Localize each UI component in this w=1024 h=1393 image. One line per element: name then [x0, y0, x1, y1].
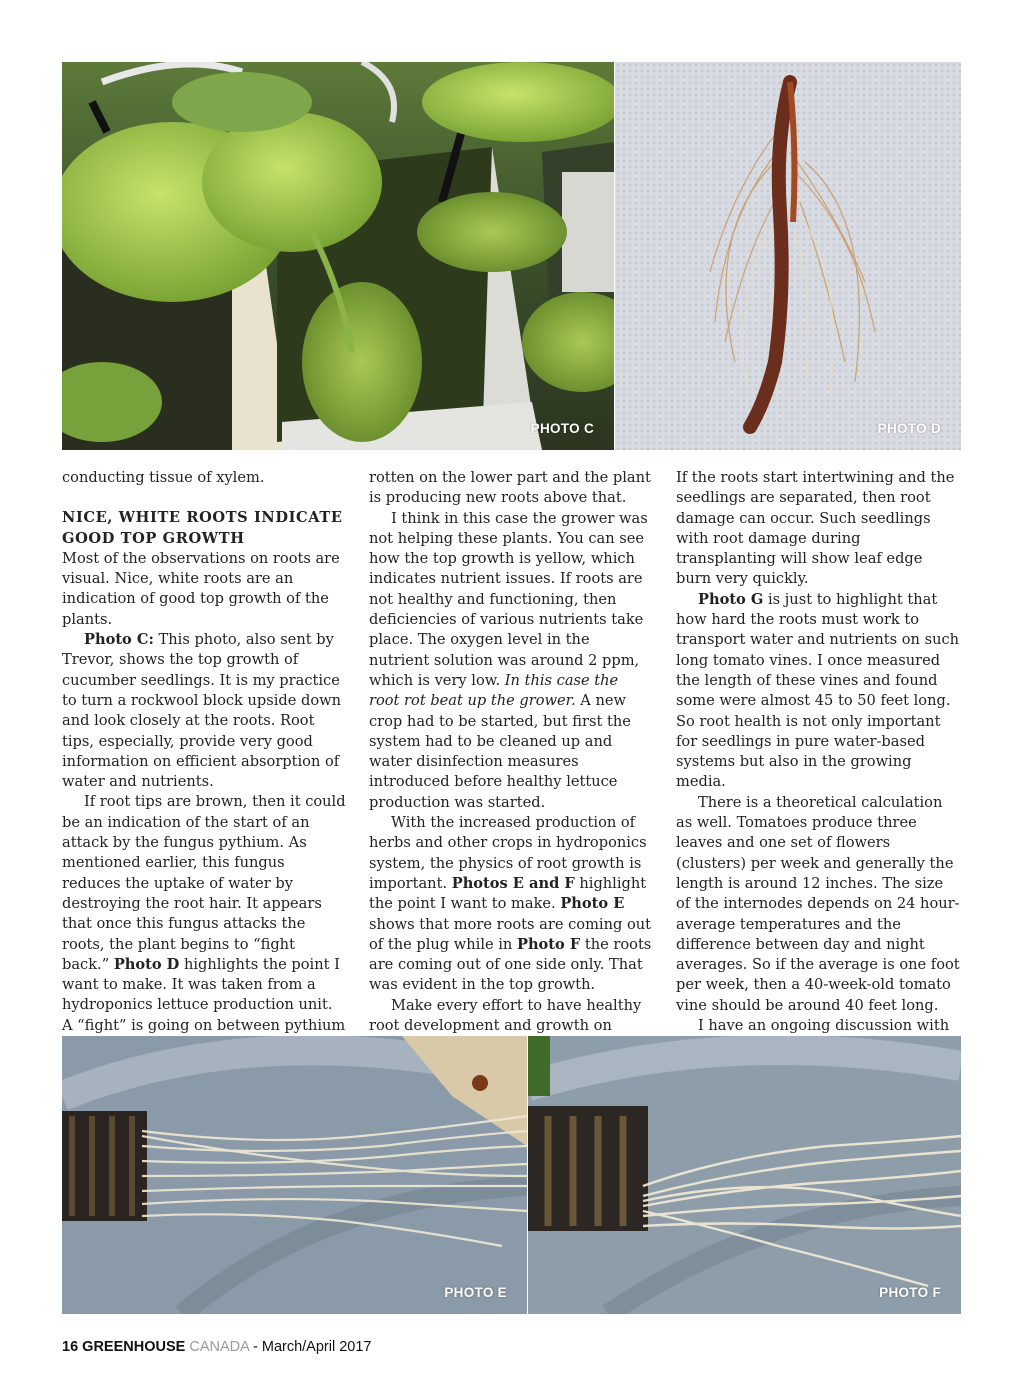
photo-d [615, 62, 961, 450]
photo-c-caption: PHOTO C [530, 421, 594, 436]
page-footer [62, 1339, 371, 1355]
roots-from-plug-image [62, 1036, 527, 1314]
cucumber-seedlings-image [62, 62, 614, 450]
paragraph: rotten on the lower part and the plant is producing new roots above that. [369, 469, 651, 507]
photo-e [62, 1036, 527, 1314]
photo-reference: Photo E [560, 895, 625, 913]
paragraph-text: the roots are coming out of one side only. That was evident in the top growth. [369, 935, 652, 994]
paragraph-text: With the increased production of herbs and other crops in hydroponics system, the physics of root growth is important. [369, 814, 647, 892]
paragraph-text: is just to highlight that how hard the roots must work to transport water and nutrients on such long tomato vines. I once measured the length of these vines and found some were almost 45 to 50 feet long. So root health is not only important for seedlings in pure water-based systems but also in the growing media. [676, 590, 960, 791]
paragraph-text: highlight the point I want to make. [369, 874, 647, 913]
roots-one-side-image [528, 1036, 961, 1314]
paragraph [369, 509, 653, 813]
photo-c [62, 62, 614, 450]
paragraph: I have an ongoing discussion with [698, 1017, 950, 1035]
magazine-subtitle: CANADA [189, 1339, 249, 1355]
photo-reference: Photo C: [84, 631, 154, 649]
paragraph-text: I think in this case the grower was not helping these plants. You can see how the top growth is yellow, which indicates nutrient issues. If roots are not healthy and functioning, then deficiencies of various nutrients take place. The oxygen level in the nutrient solution was around 2 ppm, which is very low. [369, 509, 648, 689]
photo-f-caption: PHOTO F [879, 1285, 941, 1300]
paragraph: Make every effort to have healthy root development and growth on [369, 996, 642, 1035]
photo-f [528, 1036, 961, 1314]
paragraph-text: highlights the point I want to make. It was taken from a hydroponics lettuce production unit. A “fight” is going on between pythium [62, 955, 346, 1034]
paragraph-text: If root tips are brown, then it could be an indication of the start of an attack by the fungus pythium. As mentioned earlier, this fungus reduces the uptake of water by destroying the root hair. It appears that once this fungus attacks the roots, the plant begins to “fight back.” [62, 793, 346, 973]
photo-reference: Photo G [698, 590, 764, 608]
page-number: 16 [62, 1339, 79, 1355]
paragraph [369, 813, 653, 996]
photo-reference: Photos E and F [451, 874, 575, 892]
paragraph [62, 630, 346, 792]
section-heading: NICE, WHITE ROOTS INDICATE GOOD TOP GROWTH [62, 509, 343, 547]
issue-date: - March/April 2017 [248, 1339, 372, 1355]
photo-reference: Photo F [516, 935, 581, 953]
paragraph: conducting tissue of xylem. [62, 469, 265, 486]
paragraph: If the roots start intertwining and the seedlings are separated, then root damage can occur. Such seedlings with root damage during transplanting will show leaf edge burn very quickly. [676, 469, 955, 588]
magazine-name: GREENHOUSE [82, 1339, 186, 1355]
photo-d-caption: PHOTO D [877, 421, 941, 436]
paragraph: Most of the observations on roots are visual. Nice, white roots are an indication of good top growth of the plants. [62, 549, 340, 628]
text-column-1 [62, 468, 346, 1077]
paragraph-text: This photo, also sent by Trevor, shows the top growth of cucumber seedlings. It is my practice to turn a rockwool block upside down and look closely at the roots. Root tips, especially, provide very good information on efficient absorption of water and nutrients. [62, 631, 342, 791]
photo-e-caption: PHOTO E [444, 1285, 507, 1300]
rotten-lettuce-root-image [615, 62, 961, 450]
paragraph-text: shows that more roots are coming out of the plug while in [369, 915, 652, 953]
paragraph-text: A new crop had to be started, but first the system had to be cleaned up and water disinfection measures introduced before healthy lettuce production was started. [369, 692, 631, 811]
text-column-2 [369, 468, 653, 1057]
paragraph [676, 590, 960, 793]
paragraph: There is a theoretical calculation as well. Tomatoes produce three leaves and one set of flowers (clusters) per week and generally the length is around 12 inches. The size of the internodes depends on 24 hour-average temperatures and the difference between day and night averages. So if the average is one foot per week, then a 40-week-old tomato vine should be around 40 feet long. [676, 793, 960, 1014]
paragraph [62, 792, 346, 1076]
emphasis: In this case the root rot beat up the grower. [369, 671, 619, 710]
text-column-3 [676, 468, 960, 1097]
photo-reference: Photo D [113, 955, 180, 973]
